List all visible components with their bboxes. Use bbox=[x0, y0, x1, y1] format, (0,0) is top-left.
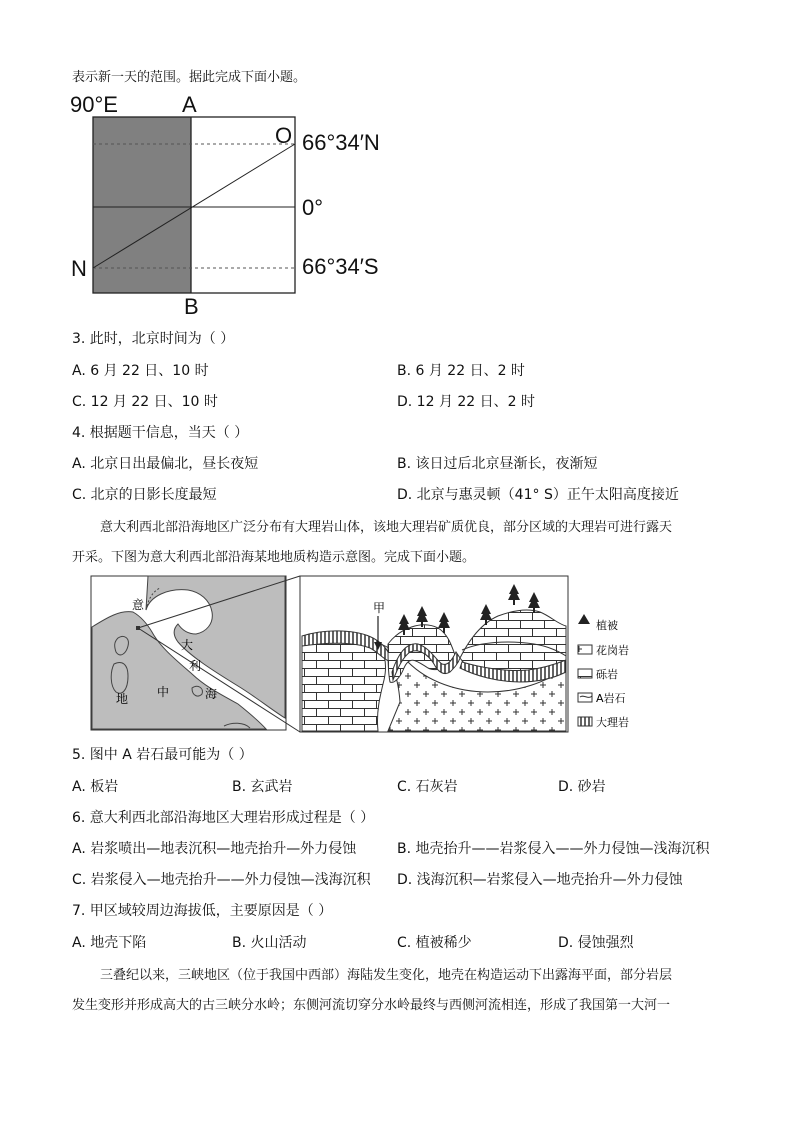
italy-geology-diagram bbox=[88, 572, 648, 734]
legend-granite-label: 花岗岩 bbox=[596, 644, 629, 657]
q3-option-c[interactable]: C. 12 月 22 日、10 时 bbox=[72, 394, 218, 410]
q5-option-a[interactable]: A. 板岩 bbox=[72, 779, 119, 795]
legend-granite-icon bbox=[578, 645, 592, 654]
para3-line2: 发生变形并形成高大的古三峡分水岭；东侧河流切穿分水岭最终与西侧河流相连，形成了我国第一大河一 bbox=[72, 998, 671, 1013]
q6-option-a[interactable]: A. 岩浆喷出—地表沉积—地壳抬升—外力侵蚀 bbox=[72, 841, 357, 857]
italy-map-panel bbox=[91, 576, 300, 732]
map-label-yi: 意 bbox=[132, 598, 145, 612]
label-66n: 66°34′N bbox=[302, 130, 380, 155]
label-n: N bbox=[71, 256, 87, 281]
q5-option-d[interactable]: D. 砂岩 bbox=[558, 779, 606, 795]
day-range-diagram bbox=[60, 90, 400, 320]
legend-marble-icon bbox=[578, 717, 592, 726]
sardinia-island bbox=[111, 663, 128, 694]
q5-option-c[interactable]: C. 石灰岩 bbox=[397, 779, 458, 795]
label-90e: 90°E bbox=[70, 92, 118, 117]
q7-option-d[interactable]: D. 侵蚀强烈 bbox=[558, 935, 634, 951]
intro-line: 表示新一天的范围。据此完成下面小题。 bbox=[72, 70, 307, 85]
label-o: O bbox=[275, 123, 293, 148]
q4-option-d[interactable]: D. 北京与惠灵顿（41° S）正午太阳高度接近 bbox=[397, 487, 679, 503]
label-66s: 66°34′S bbox=[302, 254, 379, 279]
legend-marble-label: 大理岩 bbox=[596, 716, 629, 729]
night-shaded-area bbox=[93, 117, 191, 293]
q3-stem: 3. 此时，北京时间为（ ） bbox=[72, 331, 235, 347]
para2-line2: 开采。下图为意大利西北部沿海某地地质构造示意图。完成下面小题。 bbox=[72, 550, 476, 565]
q6-option-d[interactable]: D. 浅海沉积—岩浆侵入—地壳抬升—外力侵蚀 bbox=[397, 872, 683, 888]
label-a: A bbox=[182, 92, 197, 117]
map-label-hai: 海 bbox=[205, 687, 218, 701]
map-label-di: 地 bbox=[116, 692, 129, 706]
q6-option-c[interactable]: C. 岩浆侵入—地壳抬升——外力侵蚀—浅海沉积 bbox=[72, 872, 371, 888]
q7-option-c[interactable]: C. 植被稀少 bbox=[397, 935, 472, 951]
q7-option-b[interactable]: B. 火山活动 bbox=[232, 935, 307, 951]
q7-stem: 7. 甲区域较周边海拔低，主要原因是（ ） bbox=[72, 903, 333, 919]
q4-stem: 4. 根据题干信息，当天（ ） bbox=[72, 425, 249, 441]
q5-stem: 5. 图中 A 岩石最可能为（ ） bbox=[72, 747, 253, 763]
cross-section-panel bbox=[300, 576, 568, 732]
map-label-da: 大 bbox=[181, 638, 194, 652]
q4-option-b[interactable]: B. 该日过后北京昼渐长，夜渐短 bbox=[397, 456, 598, 472]
legend-conglomerate-icon bbox=[578, 669, 592, 678]
label-jia: 甲 bbox=[373, 601, 386, 615]
q6-option-b[interactable]: B. 地壳抬升——岩浆侵入——外力侵蚀—浅海沉积 bbox=[397, 841, 710, 857]
q4-option-a[interactable]: A. 北京日出最偏北，昼长夜短 bbox=[72, 456, 259, 472]
marble-body-left bbox=[302, 637, 386, 731]
q7-option-a[interactable]: A. 地壳下陷 bbox=[72, 935, 147, 951]
legend-conglomerate-label: 砾岩 bbox=[596, 668, 618, 681]
map-label-li: 利 bbox=[189, 659, 202, 673]
legend bbox=[578, 614, 592, 726]
q6-stem: 6. 意大利西北部沿海地区大理岩形成过程是（ ） bbox=[72, 810, 375, 826]
q3-option-b[interactable]: B. 6 月 22 日、2 时 bbox=[397, 363, 525, 379]
q5-option-b[interactable]: B. 玄武岩 bbox=[232, 779, 293, 795]
map-label-zhong: 中 bbox=[157, 685, 170, 699]
legend-rock-a-label: A岩石 bbox=[596, 692, 626, 705]
q3-option-d[interactable]: D. 12 月 22 日、2 时 bbox=[397, 394, 536, 410]
para3-line1: 三叠纪以来，三峡地区（位于我国中西部）海陆发生变化，地壳在构造运动下出露海平面，部分岩层 bbox=[100, 968, 673, 983]
q4-option-c[interactable]: C. 北京的日影长度最短 bbox=[72, 487, 217, 503]
para2-line1: 意大利西北部沿海地区广泛分布有大理岩山体，该地大理岩矿质优良，部分区域的大理岩可进行露天 bbox=[100, 520, 673, 535]
label-b: B bbox=[184, 294, 199, 319]
q3-option-a[interactable]: A. 6 月 22 日、10 时 bbox=[72, 363, 209, 379]
label-equator: 0° bbox=[302, 195, 324, 220]
legend-vegetation-label: 植被 bbox=[596, 619, 618, 632]
legend-vegetation-icon bbox=[578, 614, 590, 624]
